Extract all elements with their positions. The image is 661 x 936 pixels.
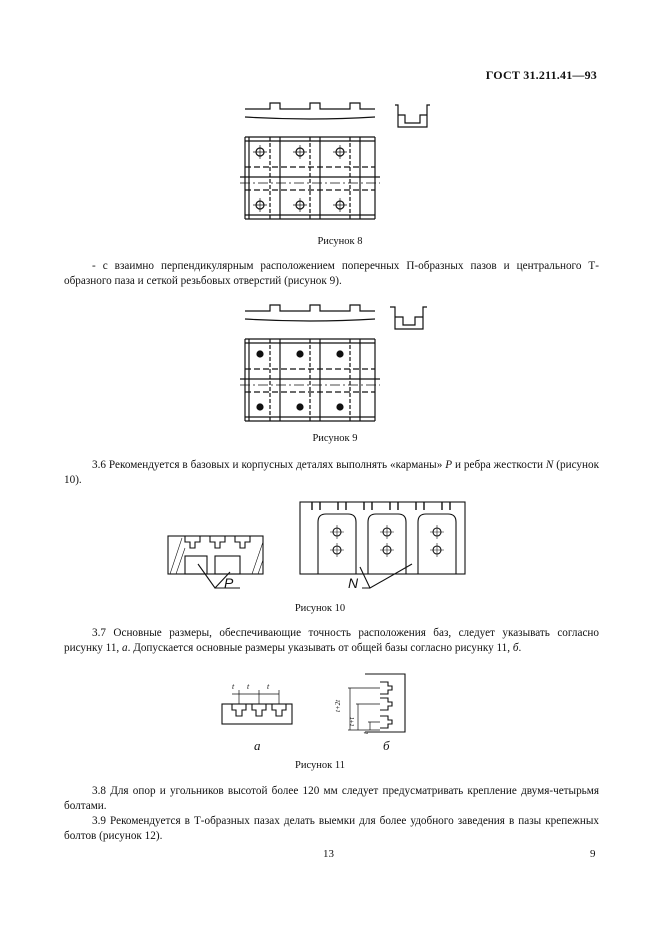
figure-11-sublabel-b: б xyxy=(383,738,390,753)
figure-11-dim-tt: t+t xyxy=(348,717,356,726)
figure-10-label-p: P xyxy=(224,575,234,591)
paragraph-fig9-intro: - с взаимно перпендикулярным расположением поперечных П-образных пазов и центрального Т-образного паза и сеткой резьбовых отверстий (рисунок 9). xyxy=(64,260,599,287)
figure-11-caption: Рисунок 11 xyxy=(295,760,345,771)
figure-11-dim-t3: t xyxy=(267,682,270,691)
paragraph-3-9: 3.9 Рекомендуется в Т-образных пазах делать выемки для более удобного заведения в пазы крепежных болтов (рисунок 12). xyxy=(64,815,599,842)
figure-11-dim-t-b: t xyxy=(362,732,370,734)
figure-11-dim-t2t: t+2t xyxy=(334,699,342,712)
page-number-center: 13 xyxy=(323,848,334,860)
figure-11-drawing xyxy=(210,672,430,757)
paragraph-3-7: 3.7 Основные размеры, обеспечивающие точность расположения баз, следует указывать согласно рисунку 11, а. Допускается основные размеры указывать от общей базы согласно рисунку 11, б. xyxy=(64,627,599,654)
figure-11-sublabel-a: а xyxy=(254,738,261,753)
page-number-right: 9 xyxy=(590,848,596,860)
document-header: ГОСТ 31.211.41—93 xyxy=(485,68,597,82)
figure-8-drawing xyxy=(235,95,445,225)
paragraph-3-6: 3.6 Рекомендуется в базовых и корпусных деталях выполнять «карманы» P и ребра жесткости N (рисунок 10). xyxy=(64,459,600,486)
figure-8-caption: Рисунок 8 xyxy=(317,236,363,247)
figure-11-dim-t2: t xyxy=(247,682,250,691)
figure-10-caption: Рисунок 10 xyxy=(294,603,346,614)
figure-10-drawing xyxy=(160,492,480,602)
figure-9-caption: Рисунок 9 xyxy=(312,433,358,444)
paragraph-3-8: 3.8 Для опор и угольников высотой более 120 мм следует предусматривать крепление двумя-четырьмя болтами. xyxy=(64,785,599,812)
figure-11-dim-t1: t xyxy=(232,682,235,691)
figure-9-drawing xyxy=(235,297,445,427)
figure-10-label-n: N xyxy=(348,575,359,591)
